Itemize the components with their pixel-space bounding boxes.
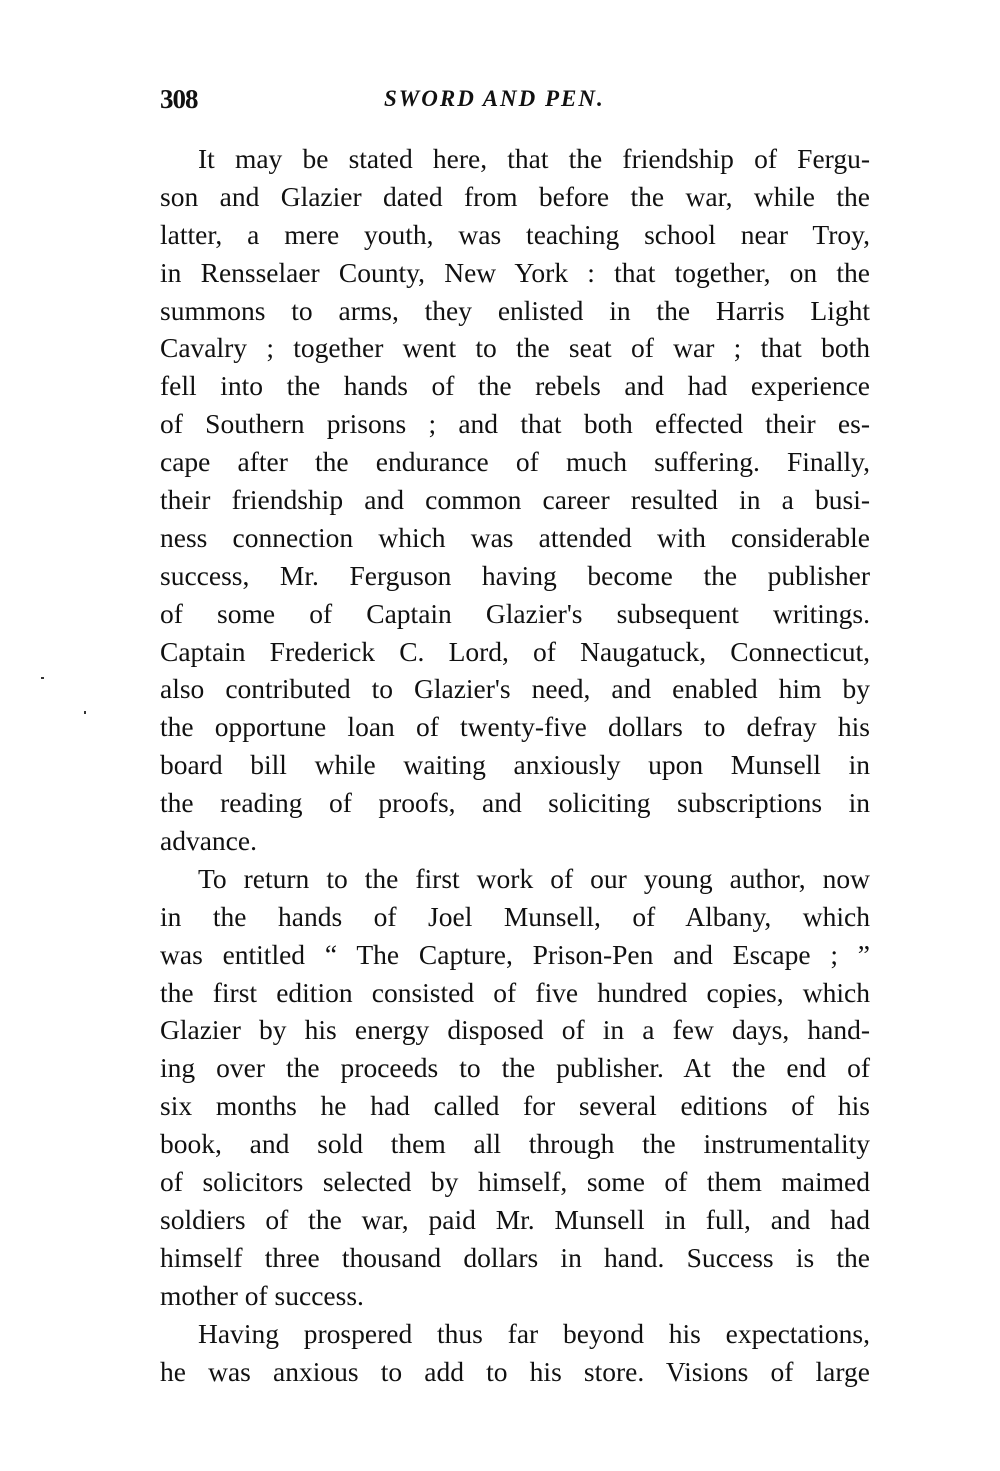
text-line: advance.: [160, 825, 257, 857]
text-line: the reading of proofs, and soliciting subscriptions in: [160, 787, 870, 819]
text-line: Cavalry ; together went to the seat of war ; that both: [160, 332, 870, 364]
text-line: fell into the hands of the rebels and had experience: [160, 370, 870, 402]
scan-speck: [41, 677, 44, 679]
text-line: mother of success.: [160, 1279, 364, 1311]
text-line: of some of Captain Glazier's subsequent writings.: [160, 597, 870, 629]
text-line: It may be stated here, that the friendship of Fergu-: [198, 143, 870, 174]
text-line: soldiers of the war, paid Mr. Munsell in full, and had: [160, 1203, 870, 1235]
text-line: in the hands of Joel Munsell, of Albany, which: [160, 900, 870, 932]
text-line: also contributed to Glazier's need, and enabled him by: [160, 673, 870, 705]
text-line: Having prospered thus far beyond his expectations,: [198, 1317, 870, 1349]
running-title: SWORD AND PEN.: [384, 86, 605, 111]
paragraph-2: [160, 860, 870, 1315]
text-line: in Rensselaer County, New York : that together, on the: [160, 256, 870, 288]
text-line: book, and sold them all through the instrumentality: [160, 1128, 870, 1160]
text-line: was entitled “ The Capture, Prison-Pen and Escape ; ”: [160, 938, 870, 970]
text-line: himself three thousand dollars in hand. Success is the: [160, 1241, 870, 1273]
book-page: [160, 80, 870, 1390]
text-line: six months he had called for several editions of his: [160, 1090, 870, 1122]
text-line: latter, a mere youth, was teaching school near Troy,: [160, 218, 870, 250]
page-number: 308: [160, 84, 198, 114]
text-line: success, Mr. Ferguson having become the publisher: [160, 559, 870, 591]
text-line: the first edition consisted of five hundred copies, which: [160, 976, 870, 1008]
text-line: board bill while waiting anxiously upon Munsell in: [160, 749, 870, 781]
text-line: summons to arms, they enlisted in the Harris Light: [160, 294, 870, 326]
text-line: son and Glazier dated from before the war, while the: [160, 180, 870, 212]
paragraph-1: [160, 140, 870, 860]
text-line: cape after the endurance of much suffering. Finally,: [160, 446, 870, 478]
text-line: he was anxious to add to his store. Visions of large: [160, 1355, 870, 1387]
text-line: Glazier by his energy disposed of in a few days, hand-: [160, 1014, 870, 1046]
text-line: of Southern prisons ; and that both effected their es-: [160, 408, 870, 440]
text-line: of solicitors selected by himself, some of them maimed: [160, 1166, 870, 1198]
text-line: their friendship and common career resulted in a busi-: [160, 484, 870, 516]
text-line: ing over the proceeds to the publisher. At the end of: [160, 1052, 870, 1084]
text-line: ness connection which was attended with considerable: [160, 521, 870, 553]
running-head: [160, 80, 870, 124]
paragraph-3: [160, 1315, 870, 1391]
scan-speck: [84, 711, 86, 714]
text-line: To return to the first work of our young author, now: [198, 862, 870, 894]
text-line: the opportune loan of twenty-five dollars to defray his: [160, 711, 870, 743]
text-line: Captain Frederick C. Lord, of Naugatuck, Connecticut,: [160, 635, 870, 667]
body-text: [160, 140, 870, 1390]
